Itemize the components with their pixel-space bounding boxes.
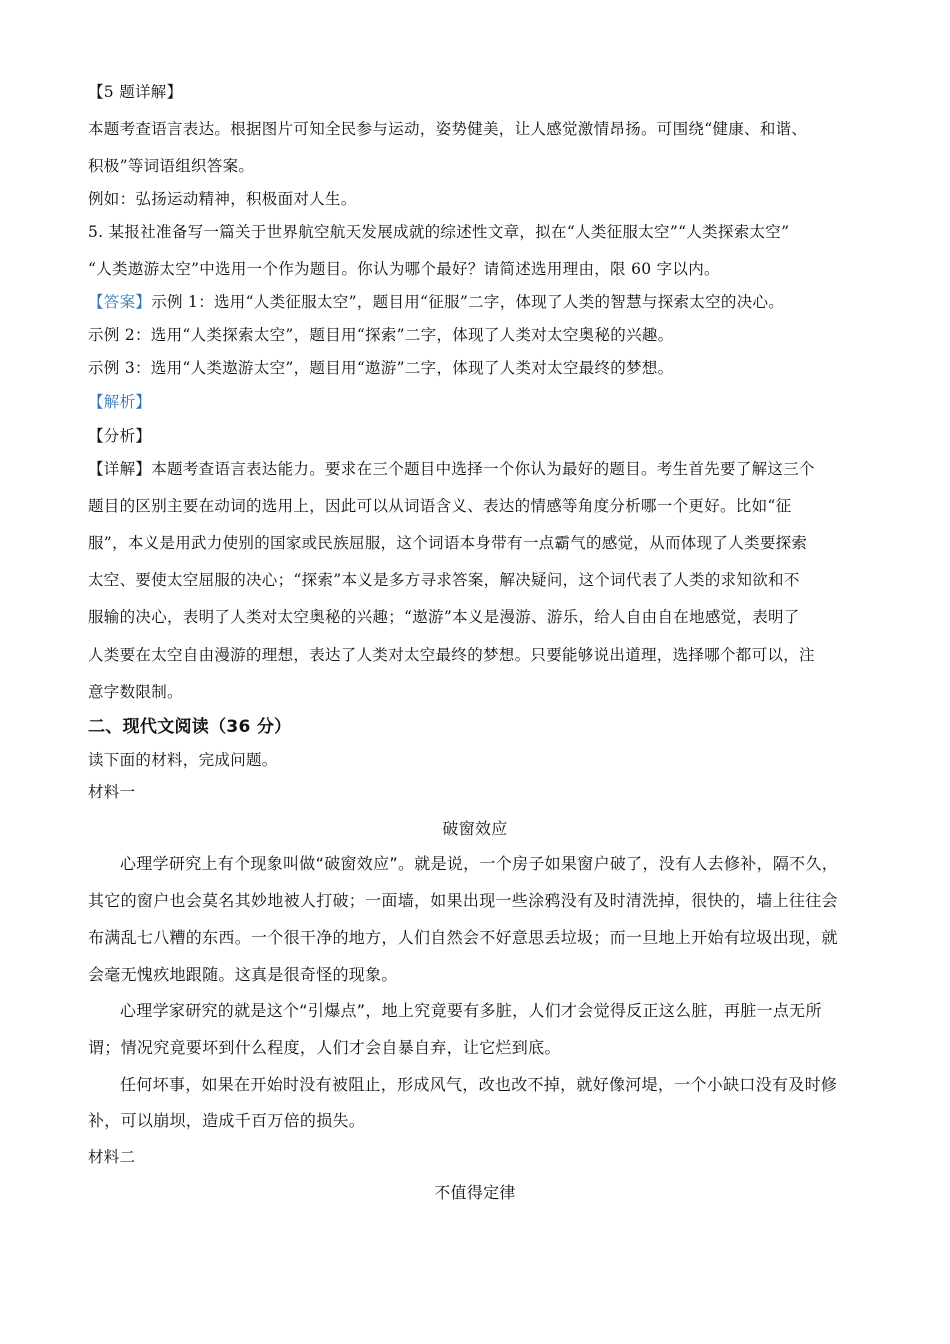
material1-label: 材料一 bbox=[88, 783, 136, 801]
material1-line-3: 布满乱七八糟的东西。一个很干净的地方，人们自然会不好意思丢垃圾；而一旦地上开始有垃圾出现，就 bbox=[88, 928, 838, 947]
material2-label: 材料二 bbox=[88, 1148, 136, 1166]
section5-header: 【5 题详解】 bbox=[88, 83, 183, 101]
answer-tag: 【答案】 bbox=[88, 293, 152, 311]
fenxi-tag: 【分析】 bbox=[88, 427, 152, 445]
material1-line-1: 心理学研究上有个现象叫做“破窗效应”。就是说，一个房子如果窗户破了，没有人去修补，隔不久， bbox=[120, 854, 839, 873]
detail-line-3: 服”，本义是用武力使别的国家或民族屈服，这个词语本身带有一点霸气的感觉，从而体现了人类要探索 bbox=[88, 534, 808, 552]
q5-detail-line-2: 积极”等词语组织答案。 bbox=[88, 157, 255, 175]
question-5-line-1: 5. 某报社准备写一篇关于世界航空航天发展成就的综述性文章，拟在“人类征服太空”“人类探索太空” bbox=[88, 223, 790, 241]
answer-line-1 bbox=[88, 290, 890, 312]
analysis-tag: 【解析】 bbox=[88, 393, 152, 411]
question-5-line-2: “人类遨游太空”中选用一个作为题目。你认为哪个最好？请简述选用理由，限 60 字以内。 bbox=[88, 260, 720, 278]
detail-line-5: 服输的决心，表明了人类对太空奥秘的兴趣；“遨游”本义是漫游、游乐，给人自由自在地感觉，表明了 bbox=[88, 608, 800, 626]
q5-detail-line-1: 本题考查语言表达。根据图片可知全民参与运动，姿势健美，让人感觉激情昂扬。可围绕“健康、和谐、 bbox=[88, 120, 808, 138]
detail-line-1: 【详解】本题考查语言表达能力。要求在三个题目中选择一个你认为最好的题目。考生首先要了解这三个 bbox=[88, 460, 815, 478]
answer-example-1: 示例 1：选用“人类征服太空”，题目用“征服”二字，体现了人类的智慧与探索太空的决心。 bbox=[151, 293, 785, 311]
material1-line-6: 谓；情况究竟要坏到什么程度，人们才会自暴自弃，让它烂到底。 bbox=[88, 1038, 561, 1057]
detail-line-6: 人类要在太空自由漫游的理想，表达了人类对太空最终的梦想。只要能够说出道理，选择哪个都可以，注 bbox=[88, 646, 815, 664]
part2-instruction: 读下面的材料，完成问题。 bbox=[88, 751, 278, 769]
part2-heading: 二、现代文阅读（36 分） bbox=[88, 717, 292, 737]
detail-line-4: 太空、要使太空屈服的决心；“探索”本义是多方寻求答案，解决疑问，这个词代表了人类的求知欲和不 bbox=[88, 571, 800, 589]
answer-example-2: 示例 2：选用“人类探索太空”，题目用“探索”二字，体现了人类对太空奥秘的兴趣。 bbox=[88, 326, 674, 344]
material1-line-7: 任何坏事，如果在开始时没有被阻止，形成风气，改也改不掉，就好像河堤，一个小缺口没有及时修 bbox=[120, 1075, 838, 1094]
detail-line-2: 题目的区别主要在动词的选用上，因此可以从词语含义、表达的情感等角度分析哪一个更好。比如“征 bbox=[88, 497, 792, 515]
material1-title: 破窗效应 bbox=[442, 819, 508, 838]
q5-detail-example: 例如：弘扬运动精神，积极面对人生。 bbox=[88, 190, 357, 208]
material1-line-5: 心理学家研究的就是这个“引爆点”，地上究竟要有多脏，人们才会觉得反正这么脏，再脏一点无所 bbox=[120, 1001, 822, 1020]
material1-line-4: 会毫无愧疚地跟随。这真是很奇怪的现象。 bbox=[88, 965, 398, 984]
answer-example-3: 示例 3：选用“人类遨游太空”，题目用“遨游”二字，体现了人类对太空最终的梦想。 bbox=[88, 359, 674, 377]
material1-line-8: 补，可以崩坝，造成千百万倍的损失。 bbox=[88, 1111, 366, 1130]
material2-title: 不值得定律 bbox=[434, 1183, 516, 1202]
material1-line-2: 其它的窗户也会莫名其妙地被人打破；一面墙，如果出现一些涂鸦没有及时清洗掉，很快的，墙上往往会 bbox=[88, 891, 838, 910]
detail-line-7: 意字数限制。 bbox=[88, 683, 183, 701]
